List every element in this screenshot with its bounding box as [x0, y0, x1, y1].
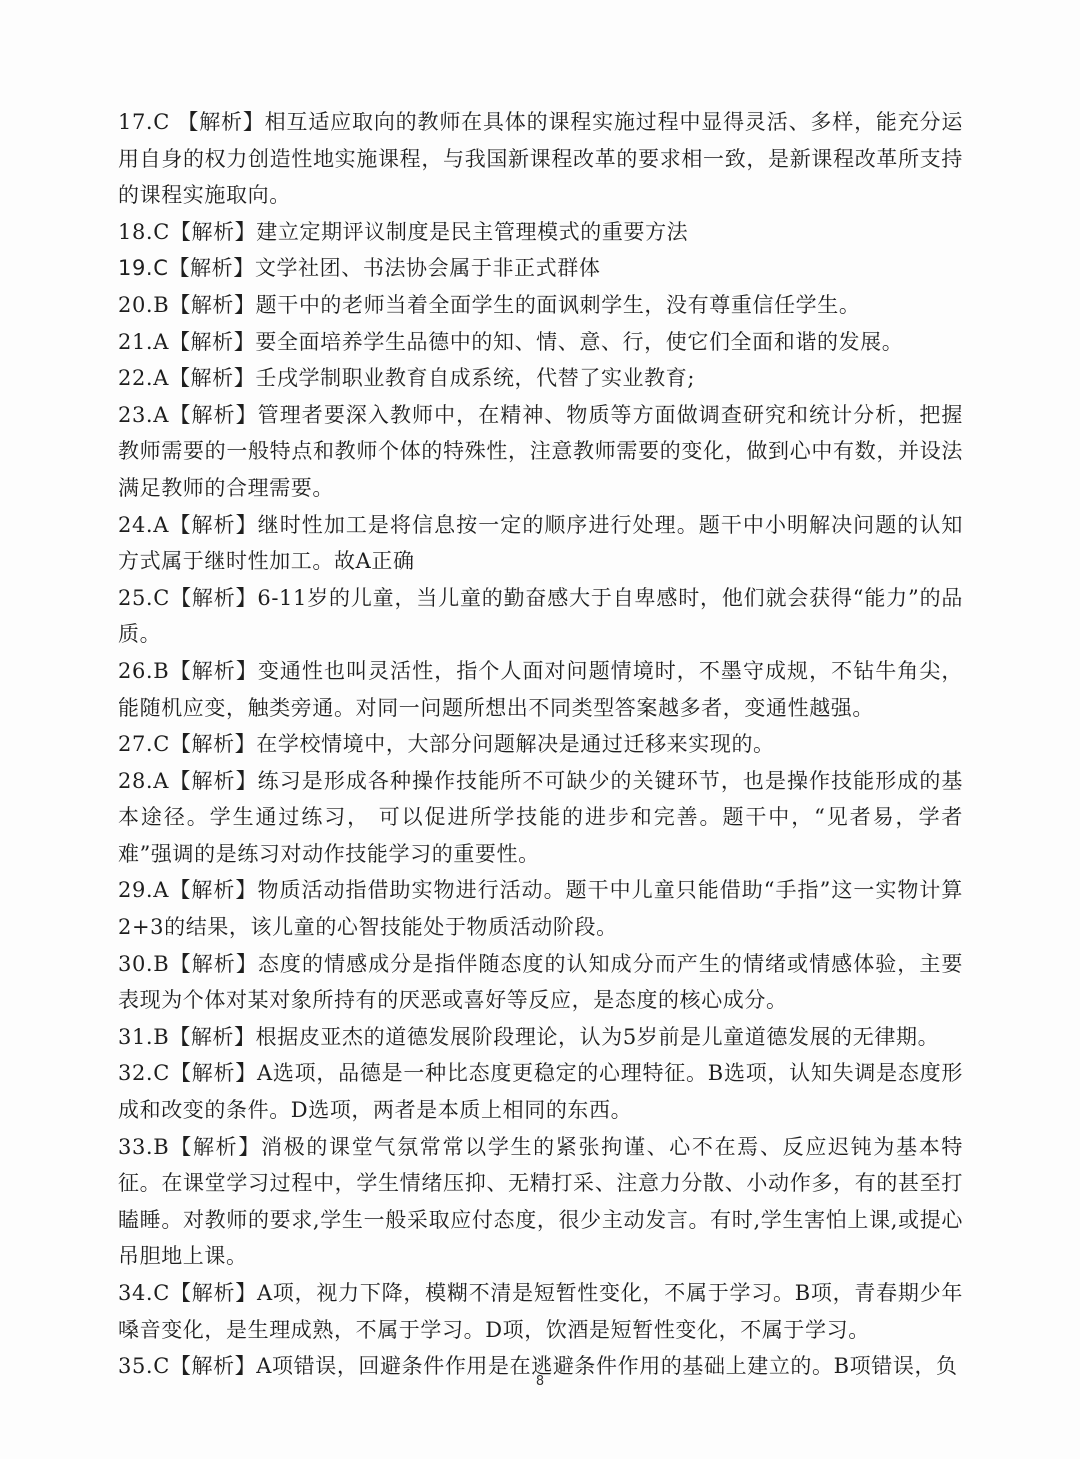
answer-item-33: 33.B【解析】消极的课堂气氛常常以学生的紧张拘谨、心不在焉、反应迟钝为基本特征。在课堂学习过程中，学生情绪压抑、无精打采、注意力分散、小动作多，有的甚至打瞌睡。对教师的要求,学生一般采取应付态度，很少主动发言。有时,学生害怕上课,或提心吊胆地上课。	[118, 1134, 963, 1269]
answer-item-29: 29.A【解析】物质活动指借助实物进行活动。题干中儿童只能借助“手指”这一实物计算2+3的结果，该儿童的心智技能处于物质活动阶段。	[118, 878, 963, 940]
answer-item-17: 17.C 【解析】相互适应取向的教师在具体的课程实施过程中显得灵活、多样，能充分运用自身的权力创造性地实施课程，与我国新课程改革的要求相一致，是新课程改革所支持的课程实施取向。	[118, 110, 963, 208]
answer-item-35: 35.C【解析】A项错误，回避条件作用是在逃避条件作用的基础上建立的。B项错误，负	[118, 1354, 958, 1379]
answer-item-19: 19.C【解析】文学社团、书法协会属于非正式群体	[118, 256, 601, 281]
answer-item-31: 31.B【解析】根据皮亚杰的道德发展阶段理论，认为5岁前是儿童道德发展的无律期。	[118, 1024, 940, 1049]
answer-item-24: 24.A【解析】继时性加工是将信息按一定的顺序进行处理。题干中小明解决问题的认知方式属于继时性加工。故A正确	[118, 512, 963, 574]
answer-item-30: 30.B【解析】态度的情感成分是指伴随态度的认知成分而产生的情绪或情感体验，主要表现为个体对某对象所持有的厌恶或喜好等反应，是态度的核心成分。	[118, 951, 963, 1013]
answer-item-21: 21.A【解析】要全面培养学生品德中的知、情、意、行，使它们全面和谐的发展。	[118, 329, 904, 354]
page-number: 8	[535, 1374, 545, 1389]
answer-item-32: 32.C【解析】A选项，品德是一种比态度更稳定的心理特征。B选项，认知失调是态度形成和改变的条件。D选项，两者是本质上相同的东西。	[118, 1061, 963, 1123]
answer-item-27: 27.C【解析】在学校情境中，大部分问题解决是通过迁移来实现的。	[118, 732, 775, 757]
answer-item-26: 26.B【解析】变通性也叫灵活性，指个人面对问题情境时，不墨守成规，不钻牛角尖，能随机应变，触类旁通。对同一问题所想出不同类型答案越多者，变通性越强。	[118, 658, 963, 720]
answer-explanations	[118, 104, 963, 1385]
answer-item-20: 20.B【解析】题干中的老师当着全面学生的面讽刺学生，没有尊重信任学生。	[118, 292, 861, 317]
answer-item-28: 28.A【解析】练习是形成各种操作技能所不可缺少的关键环节，也是操作技能形成的基本途径。学生通过练习， 可以促进所学技能的进步和完善。题干中，“见者易，学者难”强调的是练习对动作技能学习的重要性。	[118, 768, 963, 866]
answer-item-22: 22.A【解析】壬戌学制职业教育自成系统，代替了实业教育;	[118, 366, 696, 391]
answer-item-23: 23.A【解析】管理者要深入教师中，在精神、物质等方面做调查研究和统计分析，把握教师需要的一般特点和教师个体的特殊性，注意教师需要的变化，做到心中有数，并设法满足教师的合理需要。	[118, 402, 963, 500]
answer-item-25: 25.C【解析】6-11岁的儿童，当儿童的勤奋感大于自卑感时，他们就会获得“能力”的品质。	[118, 585, 963, 647]
answer-item-34: 34.C【解析】A项，视力下降，模糊不清是短暂性变化，不属于学习。B项，青春期少年嗓音变化，是生理成熟，不属于学习。D项，饮酒是短暂性变化，不属于学习。	[118, 1281, 963, 1342]
answer-item-18: 18.C【解析】建立定期评议制度是民主管理模式的重要方法	[118, 219, 689, 244]
